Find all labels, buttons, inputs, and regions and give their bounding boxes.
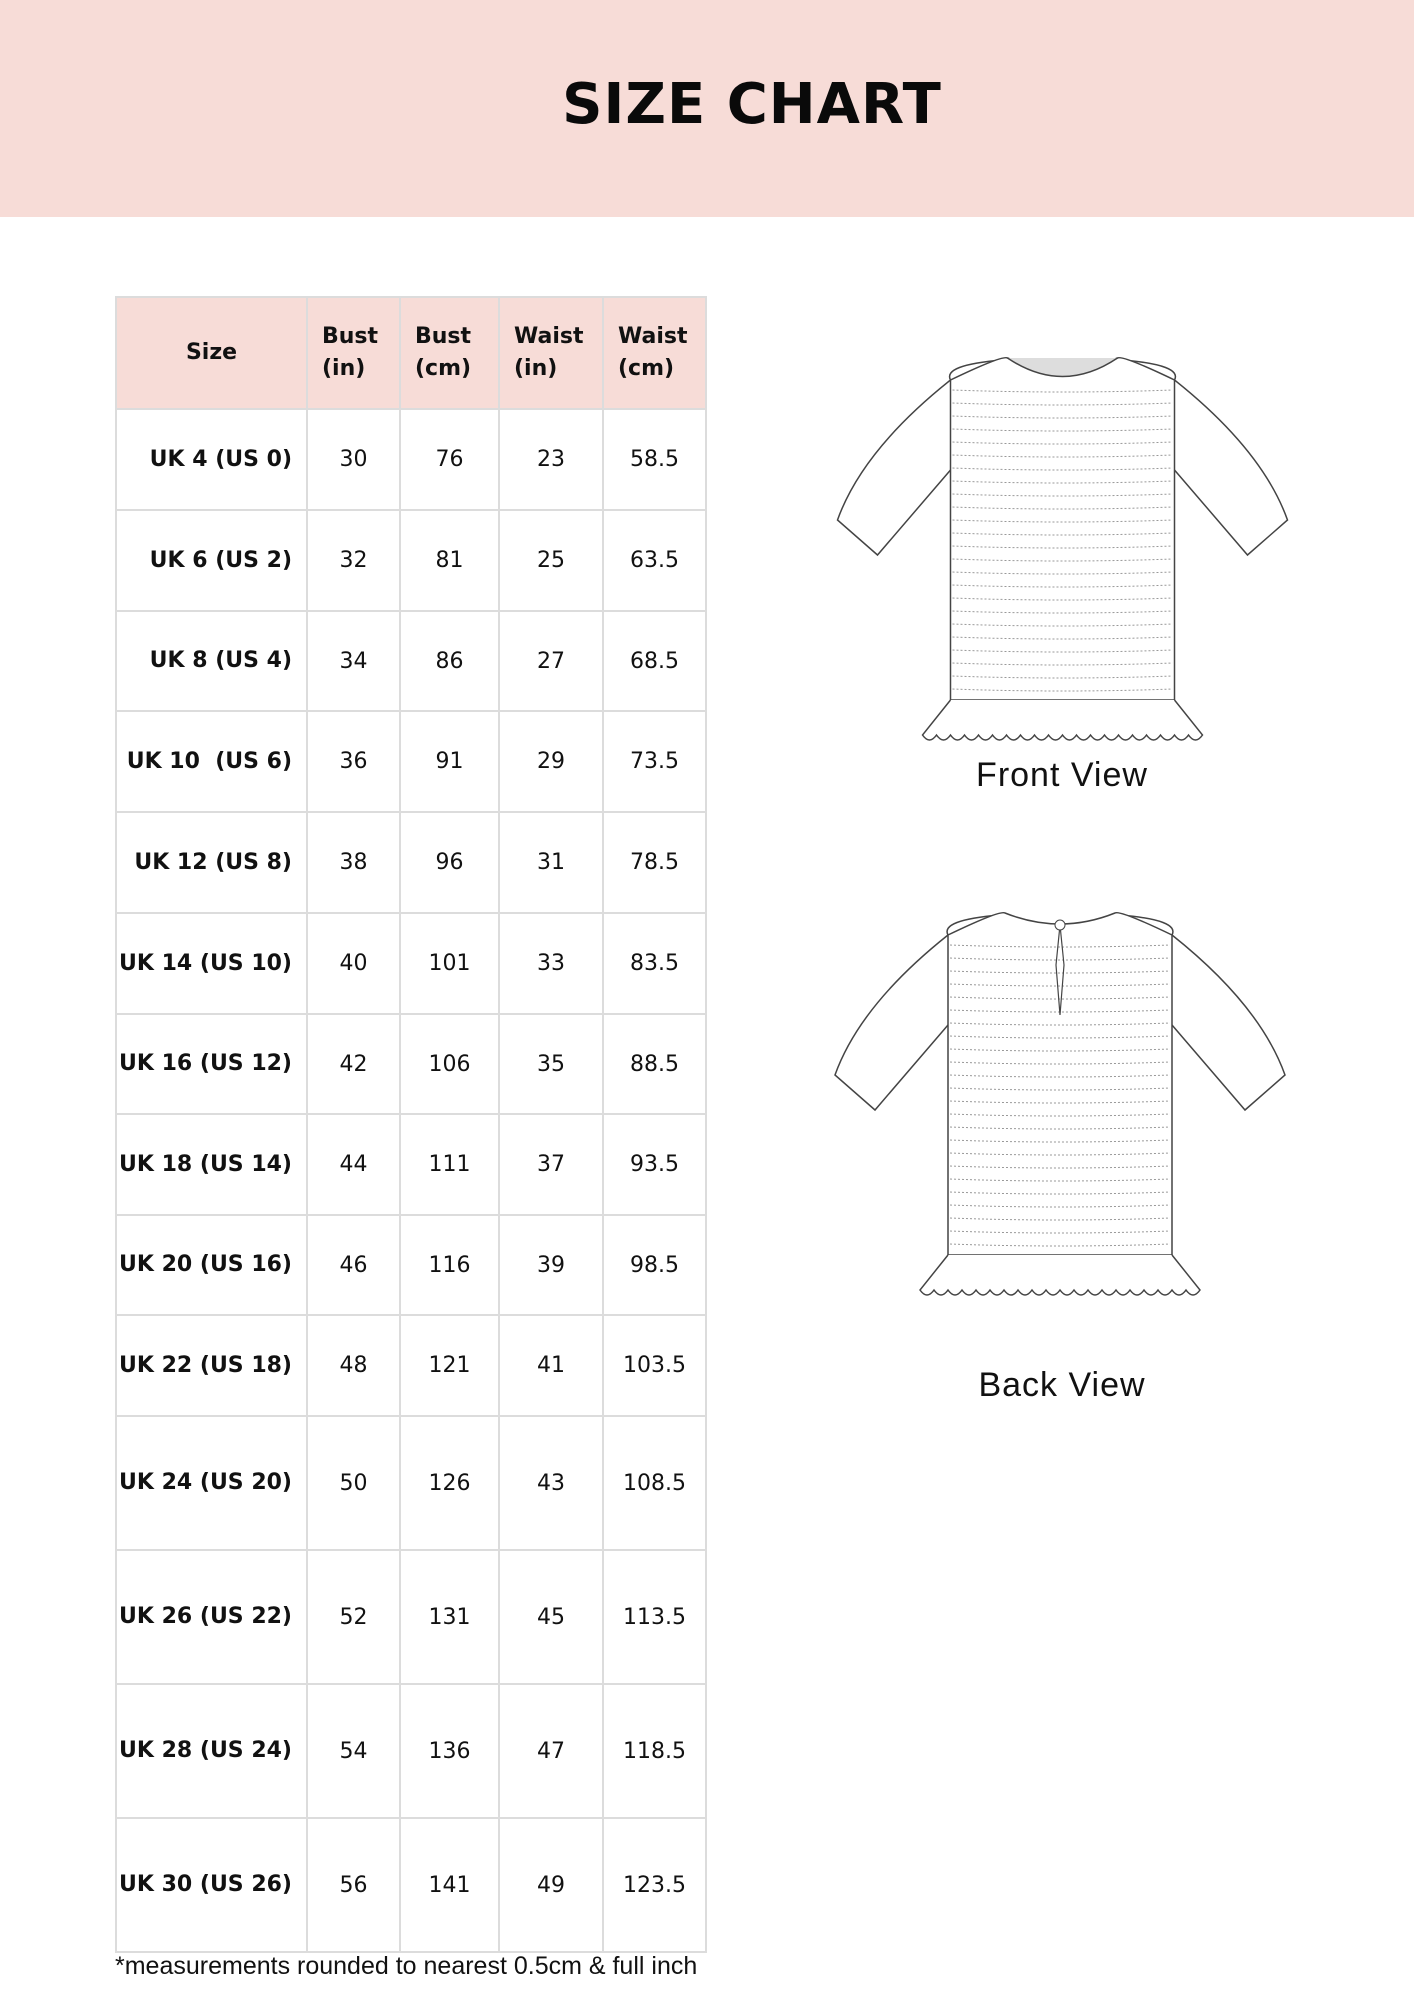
table-header-row bbox=[116, 297, 706, 409]
measurement-cell: 81 bbox=[400, 510, 499, 611]
measurement-cell: 103.5 bbox=[603, 1315, 706, 1416]
measurement-cell: 38 bbox=[307, 812, 400, 913]
column-header: Waist (cm) bbox=[603, 297, 706, 409]
table-row bbox=[116, 1416, 706, 1550]
measurement-cell: 63.5 bbox=[603, 510, 706, 611]
size-cell: UK 12 (US 8) bbox=[116, 812, 307, 913]
measurement-cell: 116 bbox=[400, 1215, 499, 1315]
measurement-cell: 121 bbox=[400, 1315, 499, 1416]
table-row bbox=[116, 611, 706, 711]
size-cell: UK 8 (US 4) bbox=[116, 611, 307, 711]
size-cell: UK 28 (US 24) bbox=[116, 1684, 307, 1818]
page-title: SIZE CHART bbox=[562, 72, 942, 137]
table-row bbox=[116, 1114, 706, 1215]
table-row bbox=[116, 1315, 706, 1416]
table-row bbox=[116, 1550, 706, 1684]
measurement-cell: 37 bbox=[499, 1114, 603, 1215]
size-cell: UK 4 (US 0) bbox=[116, 409, 307, 510]
measurement-cell: 131 bbox=[400, 1550, 499, 1684]
column-header: Bust (in) bbox=[307, 297, 400, 409]
measurement-cell: 73.5 bbox=[603, 711, 706, 812]
measurement-cell: 42 bbox=[307, 1014, 400, 1114]
front-view-illustration bbox=[835, 350, 1290, 750]
measurement-cell: 106 bbox=[400, 1014, 499, 1114]
measurement-cell: 44 bbox=[307, 1114, 400, 1215]
measurement-cell: 68.5 bbox=[603, 611, 706, 711]
table-row bbox=[116, 1818, 706, 1952]
column-header: Waist (in) bbox=[499, 297, 603, 409]
measurement-cell: 48 bbox=[307, 1315, 400, 1416]
measurement-cell: 136 bbox=[400, 1684, 499, 1818]
measurement-cell: 36 bbox=[307, 711, 400, 812]
measurement-cell: 32 bbox=[307, 510, 400, 611]
size-cell: UK 18 (US 14) bbox=[116, 1114, 307, 1215]
measurement-cell: 46 bbox=[307, 1215, 400, 1315]
table-row bbox=[116, 409, 706, 510]
measurement-cell: 118.5 bbox=[603, 1684, 706, 1818]
size-table bbox=[115, 296, 707, 1953]
measurement-cell: 52 bbox=[307, 1550, 400, 1684]
table-row bbox=[116, 1684, 706, 1818]
size-cell: UK 6 (US 2) bbox=[116, 510, 307, 611]
back-view-illustration bbox=[825, 905, 1295, 1325]
size-cell: UK 14 (US 10) bbox=[116, 913, 307, 1014]
measurement-cell: 96 bbox=[400, 812, 499, 913]
size-cell: UK 24 (US 20) bbox=[116, 1416, 307, 1550]
size-cell: UK 30 (US 26) bbox=[116, 1818, 307, 1952]
measurement-cell: 47 bbox=[499, 1684, 603, 1818]
measurement-cell: 78.5 bbox=[603, 812, 706, 913]
measurement-cell: 23 bbox=[499, 409, 603, 510]
measurement-cell: 101 bbox=[400, 913, 499, 1014]
measurement-cell: 50 bbox=[307, 1416, 400, 1550]
measurement-cell: 35 bbox=[499, 1014, 603, 1114]
table-row bbox=[116, 812, 706, 913]
measurement-cell: 39 bbox=[499, 1215, 603, 1315]
measurement-cell: 76 bbox=[400, 409, 499, 510]
measurement-cell: 29 bbox=[499, 711, 603, 812]
measurement-cell: 58.5 bbox=[603, 409, 706, 510]
measurement-cell: 141 bbox=[400, 1818, 499, 1952]
measurement-cell: 33 bbox=[499, 913, 603, 1014]
measurement-cell: 45 bbox=[499, 1550, 603, 1684]
size-cell: UK 16 (US 12) bbox=[116, 1014, 307, 1114]
measurement-cell: 98.5 bbox=[603, 1215, 706, 1315]
size-cell: UK 22 (US 18) bbox=[116, 1315, 307, 1416]
measurement-cell: 56 bbox=[307, 1818, 400, 1952]
size-cell: UK 20 (US 16) bbox=[116, 1215, 307, 1315]
ruffle-hem bbox=[920, 1255, 1200, 1295]
measurement-cell: 93.5 bbox=[603, 1114, 706, 1215]
measurement-cell: 91 bbox=[400, 711, 499, 812]
size-cell: UK 26 (US 22) bbox=[116, 1550, 307, 1684]
table-row bbox=[116, 913, 706, 1014]
bodice bbox=[948, 913, 1172, 1255]
measurement-cell: 83.5 bbox=[603, 913, 706, 1014]
measurement-cell: 111 bbox=[400, 1114, 499, 1215]
front-view-label: Front View bbox=[976, 756, 1148, 794]
table-row bbox=[116, 1014, 706, 1114]
button-icon bbox=[1055, 920, 1065, 930]
footnote: *measurements rounded to nearest 0.5cm & full inch bbox=[115, 1952, 698, 1980]
bodice bbox=[951, 358, 1175, 700]
column-header: Bust (cm) bbox=[400, 297, 499, 409]
measurement-cell: 54 bbox=[307, 1684, 400, 1818]
table-row bbox=[116, 711, 706, 812]
measurement-cell: 108.5 bbox=[603, 1416, 706, 1550]
table-row bbox=[116, 510, 706, 611]
measurement-cell: 30 bbox=[307, 409, 400, 510]
measurement-cell: 123.5 bbox=[603, 1818, 706, 1952]
measurement-cell: 27 bbox=[499, 611, 603, 711]
measurement-cell: 49 bbox=[499, 1818, 603, 1952]
measurement-cell: 41 bbox=[499, 1315, 603, 1416]
ruffle-hem bbox=[923, 700, 1203, 740]
back-view-label: Back View bbox=[978, 1366, 1146, 1404]
measurement-cell: 31 bbox=[499, 812, 603, 913]
size-cell: UK 10 (US 6) bbox=[116, 711, 307, 812]
measurement-cell: 25 bbox=[499, 510, 603, 611]
measurement-cell: 43 bbox=[499, 1416, 603, 1550]
column-header: Size bbox=[116, 297, 307, 409]
measurement-cell: 40 bbox=[307, 913, 400, 1014]
measurement-cell: 88.5 bbox=[603, 1014, 706, 1114]
measurement-cell: 126 bbox=[400, 1416, 499, 1550]
measurement-cell: 113.5 bbox=[603, 1550, 706, 1684]
measurement-cell: 86 bbox=[400, 611, 499, 711]
table-row bbox=[116, 1215, 706, 1315]
measurement-cell: 34 bbox=[307, 611, 400, 711]
